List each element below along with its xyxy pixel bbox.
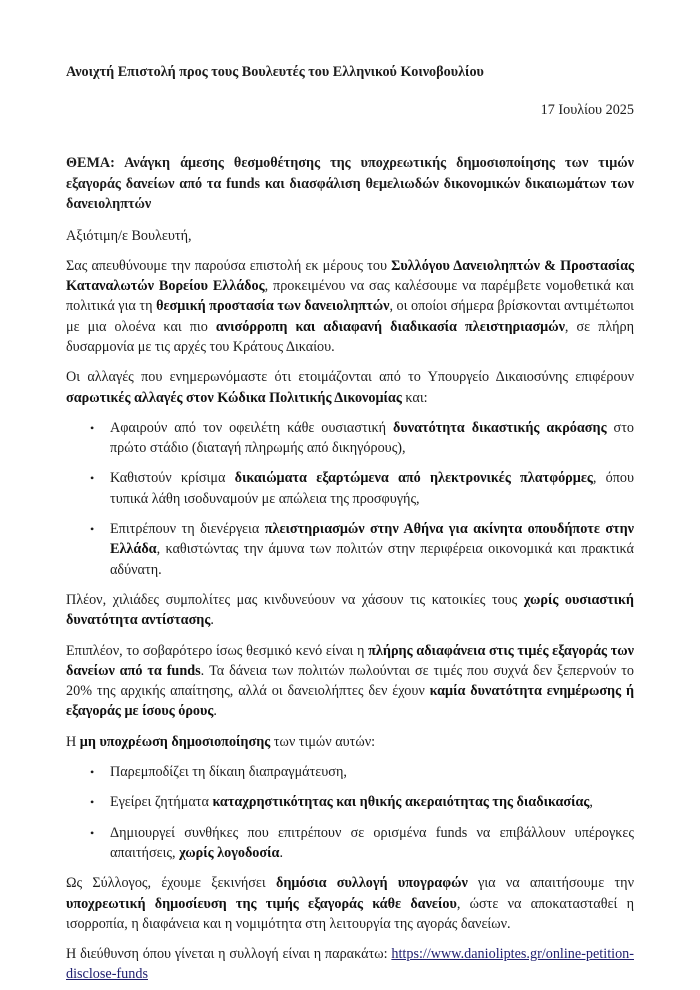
bold-text: καταχρηστικότητας και ηθικής ακεραιότητας της διαδικασίας — [212, 794, 590, 811]
paragraph-petition-address — [66, 944, 634, 985]
consequences-list — [66, 762, 634, 863]
text: . Τα δάνεια των πολιτών πωλούνται σε τιμές που συχνά δεν ξεπερνούν το 20% της αρχικής απαίτησης, αλλά οι δανειολήπτες δεν έχουν — [66, 662, 635, 700]
bold-text: σαρωτικές αλλαγές στον Κώδικα Πολιτικής Δικονομίας — [66, 389, 402, 406]
text: Επιπλέον, το σοβαρότερο ίσως θεσμικό κενό είναι η — [66, 642, 369, 659]
petition-link[interactable]: https://www.danioliptes.gr/online-petition-disclose-funds — [66, 946, 634, 983]
text: Δημιουργεί συνθήκες που επιτρέπουν σε ορισμένα funds να επιβάλλουν υπέρογκες απαιτήσεις, — [110, 824, 634, 861]
list-item — [66, 418, 634, 459]
bold-text: δυνατότητα δικαστικής ακρόασης — [393, 419, 607, 436]
text: Οι αλλαγές που ενημερωνόμαστε ότι ετοιμάζονται από το Υπουργείο Δικαιοσύνης επιφέρουν — [66, 369, 634, 386]
list-item — [66, 519, 634, 580]
bold-text: δικαιώματα εξαρτώμενα από ηλεκτρονικές πλατφόρμες — [234, 470, 593, 487]
bold-text: υποχρεωτική δημοσίευση της τιμής εξαγοράς κάθε δανείου — [66, 895, 457, 912]
text: , προκειμένου να σας καλέσουμε να παρέμβετε νομοθετικά και πολιτικά για τη — [66, 278, 634, 315]
bold-text: μη υποχρέωση δημοσιοποίησης — [79, 733, 271, 750]
text: για να απαιτήσουμε την — [467, 875, 634, 892]
bullet-icon: • — [90, 471, 95, 486]
paragraph-transparency — [66, 641, 634, 722]
text: Επιτρέπουν τη διενέργεια — [110, 521, 265, 538]
bold-text: Συλλόγου Δανειοληπτών & Προστασίας Καταναλωτών Βορείου Ελλάδος — [66, 257, 634, 295]
letter-subject: ΘΕΜΑ: Ανάγκη άμεσης θεσμοθέτησης της υποχρεωτικής δημοσιοποίησης των τιμών εξαγοράς δανείων από τα funds και διασφάλιση θεμελιωδών δικονομικών δικαιωμάτων των δανειοληπτών — [66, 155, 634, 212]
bold-text: ανισόρροπη και αδιαφανή διαδικασία πλειστηριασμών — [215, 318, 565, 335]
bold-text: θεσμική προστασία των δανειοληπτών — [156, 298, 390, 315]
bullet-icon: • — [90, 420, 95, 435]
bullet-icon: • — [90, 795, 95, 810]
text: Παρεμποδίζει τη δίκαιη διαπραγμάτευση, — [110, 764, 347, 781]
list-item — [66, 762, 634, 782]
bold-text: πλειστηριασμών στην Αθήνα για ακίνητα οπουδήποτε στην Ελλάδα — [110, 521, 634, 558]
text: , — [589, 794, 593, 811]
letter-title: Ανοιχτή Επιστολή προς τους Βουλευτές του Ελληνικού Κοινοβουλίου — [66, 64, 484, 80]
text: των τιμών αυτών: — [270, 733, 376, 750]
text: , οι οποίοι σήμερα βρίσκονται αντιμέτωποι με μια ολοένα και πιο — [66, 298, 634, 335]
salutation: Αξιότιμη/ε Βουλευτή, — [66, 227, 192, 244]
bold-text: πλήρης αδιαφάνεια στις τιμές εξαγοράς των δανείων από τα funds — [66, 642, 634, 679]
text: Ως Σύλλογος, έχουμε ξεκινήσει — [66, 875, 276, 892]
paragraph-changes — [66, 367, 634, 408]
letter-date: 17 Ιουλίου 2025 — [540, 102, 634, 118]
text: Πλέον, χιλιάδες συμπολίτες μας κινδυνεύουν να χάσουν τις κατοικίες τους — [66, 591, 524, 608]
text: Αφαιρούν από τον οφειλέτη κάθε ουσιαστική — [110, 419, 394, 436]
list-item — [66, 792, 634, 812]
list-item — [66, 468, 634, 509]
paragraph-non-disclosure — [66, 732, 634, 752]
changes-list — [66, 418, 634, 580]
bold-text: καμία δυνατότητα ενημέρωσης ή εξαγοράς με ίσους όρους — [66, 683, 634, 720]
bold-text: χωρίς λογοδοσία — [179, 844, 280, 861]
text: , ώστε να αποκατασταθεί η ισορροπία, η διαφάνεια και η νομιμότητα στη λειτουργία της αγοράς δανείων. — [66, 895, 634, 932]
text: . — [213, 703, 217, 720]
paragraph-risk — [66, 590, 634, 631]
text: Εγείρει ζητήματα — [110, 794, 213, 811]
text: , καθιστώντας την άμυνα των πολιτών στην περιφέρεια οικονομικά και πρακτικά αδύνατη. — [110, 541, 634, 578]
text: στο πρώτο στάδιο (διαταγή πληρωμής από δικηγόρους), — [110, 419, 634, 457]
text: Καθιστούν κρίσιμα — [110, 470, 235, 487]
paragraph-petition — [66, 873, 634, 934]
text: , όπου τυπικά λάθη ισοδυναμούν με απώλεια της προσφυγής, — [110, 470, 635, 507]
bold-text: χωρίς ουσιαστική δυνατότητα αντίστασης — [66, 591, 634, 629]
bullet-icon: • — [90, 522, 95, 537]
text: . — [279, 844, 283, 861]
paragraph-introduction — [66, 256, 634, 357]
text: Σας απευθύνουμε την παρούσα επιστολή εκ μέρους του — [66, 257, 392, 274]
list-item — [66, 823, 634, 864]
bullet-icon: • — [90, 765, 95, 780]
text: , σε πλήρη δυσαρμονία με τις αρχές του Κράτους Δικαίου. — [66, 318, 634, 355]
text: Η — [66, 733, 80, 750]
text: Η διεύθυνση όπου γίνεται η συλλογή είναι η παρακάτω: — [66, 946, 392, 963]
text: . — [210, 612, 214, 629]
bold-text: δημόσια συλλογή υπογραφών — [275, 875, 468, 892]
text: και: — [401, 389, 428, 406]
bullet-icon: • — [90, 825, 95, 840]
